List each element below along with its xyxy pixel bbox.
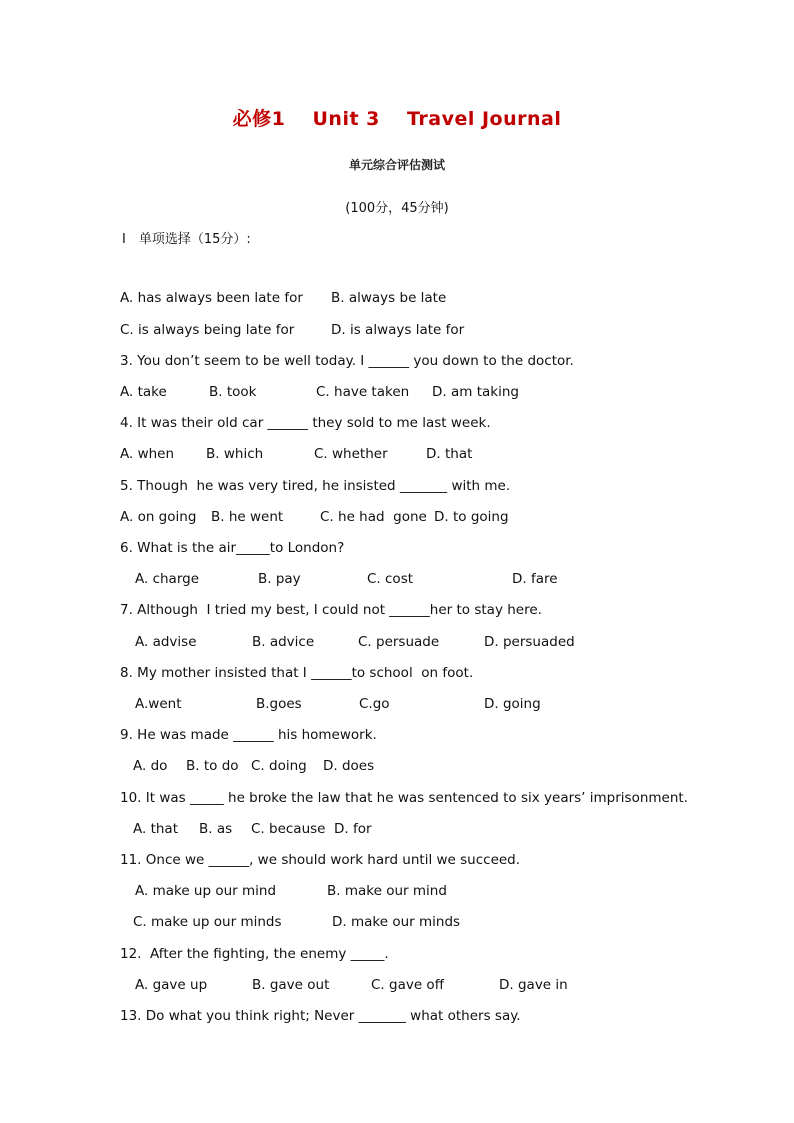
question-12-option-c: C. gave off [371, 977, 444, 993]
question-4-option-a: A. when [120, 446, 175, 462]
question-3-stem: 3. You don’t seem to be well today. I ______ you down to the doctor. [120, 353, 574, 369]
question-8-stem: 8. My mother insisted that I ______to school on foot. [120, 665, 474, 681]
q2-option-d: D. is always late for [331, 322, 465, 338]
q2-option-c: C. is always being late for [120, 322, 295, 338]
question-7-option-b: B. advice [252, 634, 315, 650]
question-5-option-b: B. he went [211, 509, 284, 525]
question-4-option-b: B. which [206, 446, 264, 462]
question-12-option-d: D. gave in [499, 977, 568, 993]
question-4-option-d: D. that [426, 446, 473, 462]
question-5-stem: 5. Though he was very tired, he insisted _______ with me. [120, 478, 511, 494]
question-7-option-c: C. persuade [358, 634, 440, 650]
question-9-option-b: B. to do [186, 758, 239, 774]
question-10-option-a: A. that [133, 821, 178, 837]
question-9-option-c: C. doing [251, 758, 307, 774]
book-label: 必修1 [232, 108, 286, 130]
question-7-option-d: D. persuaded [484, 634, 575, 650]
question-3-option-c: C. have taken [316, 384, 410, 400]
question-10-option-c: C. because [251, 821, 326, 837]
question-11-option-d: D. make our minds [332, 914, 461, 930]
page-subtitle: 单元综合评估测试 [348, 158, 445, 172]
question-12-option-b: B. gave out [252, 977, 330, 993]
question-4-option-c: C. whether [314, 446, 388, 462]
question-6-option-b: B. pay [258, 571, 301, 587]
question-7-stem: 7. Although I tried my best, I could not ______her to stay here. [120, 602, 542, 618]
question-5-option-d: D. to going [434, 509, 509, 525]
question-3-option-b: B. took [209, 384, 257, 400]
section-heading: I 单项选择（15分）: [122, 232, 251, 247]
question-8-option-a: A.went [135, 696, 182, 712]
unit-label: Unit 3 [312, 108, 380, 130]
question-13-stem: 13. Do what you think right; Never _______ what others say. [120, 1008, 521, 1024]
question-6-option-d: D. fare [512, 571, 558, 587]
question-9-option-a: A. do [133, 758, 168, 774]
question-9-option-d: D. does [323, 758, 375, 774]
question-12-option-a: A. gave up [135, 977, 208, 993]
question-4-stem: 4. It was their old car ______ they sold to me last week. [120, 415, 491, 431]
question-3-option-d: D. am taking [432, 384, 519, 400]
question-6-option-a: A. charge [135, 571, 200, 587]
q2-option-a: A. has always been late for [120, 290, 303, 306]
q2-option-b: B. always be late [331, 290, 447, 306]
question-11-stem: 11. Once we ______, we should work hard until we succeed. [120, 852, 521, 868]
question-6-stem: 6. What is the air_____to London? [120, 540, 345, 556]
question-11-option-a: A. make up our mind [135, 883, 277, 899]
question-8-option-b: B.goes [256, 696, 302, 712]
topic-label: Travel Journal [407, 108, 562, 130]
question-6-option-c: C. cost [367, 571, 414, 587]
question-5-option-c: C. he had gone [320, 509, 427, 525]
question-8-option-d: D. going [484, 696, 541, 712]
score-time-note: (100分，45分钟) [345, 201, 449, 216]
question-5-option-a: A. on going [120, 509, 197, 525]
page-title [0, 104, 794, 131]
question-3-option-a: A. take [120, 384, 167, 400]
question-10-option-b: B. as [199, 821, 233, 837]
question-11-option-c: C. make up our minds [133, 914, 282, 930]
question-12-stem: 12. After the fighting, the enemy _____. [120, 946, 389, 962]
question-10-stem: 10. It was _____ he broke the law that he was sentenced to six years’ imprisonment. [120, 790, 688, 806]
question-11-option-b: B. make our mind [327, 883, 447, 899]
question-10-option-d: D. for [334, 821, 372, 837]
question-8-option-c: C.go [359, 696, 390, 712]
question-9-stem: 9. He was made ______ his homework. [120, 727, 377, 743]
question-7-option-a: A. advise [135, 634, 197, 650]
